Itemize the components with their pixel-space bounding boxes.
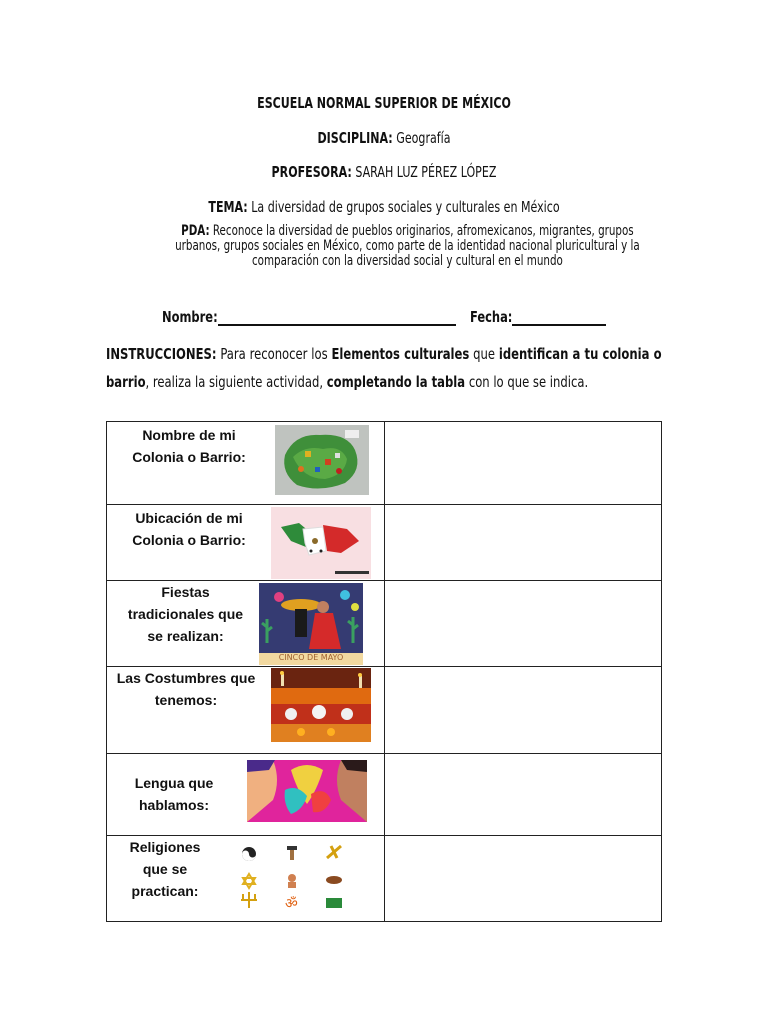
row-label-line: tradicionales que [127,606,244,622]
instructions [106,340,662,396]
tema-value: La diversidad de grupos sociales y culturales en México [251,198,560,216]
row-label-line: Religiones [129,839,201,855]
pda-value: Reconoce la diversidad de pueblos originarios, afromexicanos, migrantes, grupos urbanos, grupos sociales en México, como parte de la identidad nacional pluricultural y la comparación con la diversidad social y cultural en el mundo [175,223,640,269]
activity-table [106,421,662,922]
row-label-line: hablamos: [138,797,209,813]
row-label-line: practican: [131,883,199,899]
disciplina-value: Geografía [396,129,451,147]
row-label-line: Colonia o Barrio: [132,449,246,465]
answer-cell[interactable] [385,667,662,754]
fecha-blank[interactable] [512,324,606,326]
table-row [107,505,662,581]
school-title: ESCUELA NORMAL SUPERIOR DE MÉXICO [257,94,511,112]
table-row [107,836,662,922]
answer-cell[interactable] [385,581,662,667]
pda-paragraph [172,224,644,269]
instructions-bold: completando la tabla [326,373,466,391]
row-label-line: Las Costumbres que [116,670,256,686]
faces-speaking-image [247,760,367,822]
row-label-line: tenemos: [154,692,218,708]
row-label-line: Ubicación de mi [135,510,243,526]
instructions-label: INSTRUCCIONES: [106,345,217,363]
profesora-line [69,163,699,181]
instructions-bold: identifican a tu colonia o barrio [106,345,662,391]
disciplina-line [69,129,699,147]
row-label-cell [107,581,385,667]
pda-label: PDA: [181,223,210,239]
row-label-line: Nombre de mi [142,427,236,443]
row-label-cell [107,667,385,754]
answer-cell[interactable] [385,505,662,581]
instructions-text: que [473,345,496,363]
answer-cell[interactable] [385,836,662,922]
row-label [119,772,229,816]
instructions-text: con lo que se indica. [468,373,589,391]
mexico-flag-map-image [271,507,371,579]
svg-text:ॐ: ॐ [285,896,298,912]
instructions-text: Para reconocer los [220,345,328,363]
row-label-cell [107,422,385,505]
row-label-cell [107,505,385,581]
row-label-line: Lengua que [134,775,214,791]
nombre-blank[interactable] [218,324,456,326]
nombre-label: Nombre: [162,308,218,326]
day-of-dead-altar-image [271,668,371,742]
row-label [111,667,261,711]
row-label-line: que se [142,861,188,877]
instructions-bold: Elementos culturales [331,345,470,363]
row-label-cell [107,754,385,836]
profesora-label: PROFESORA: [271,163,352,181]
row-label [119,507,259,551]
row-label-line: Fiestas [161,584,210,600]
table-row [107,754,662,836]
row-label-line: se realizan: [147,628,224,644]
row-label-cell [107,836,385,922]
religious-symbols-image [231,840,359,918]
answer-cell[interactable] [385,754,662,836]
table-row [107,422,662,505]
table-row [107,581,662,667]
table-row [107,667,662,754]
tema-line [69,198,699,216]
map-illustration-image [275,425,369,495]
row-label [115,836,215,902]
tema-label: TEMA: [208,198,248,216]
profesora-value: SARAH LUZ PÉREZ LÓPEZ [355,163,497,181]
dancers-image [259,583,363,665]
dancers-caption: CINCO DE MAYO [278,653,344,662]
disciplina-label: DISCIPLINA: [317,129,393,147]
answer-cell[interactable] [385,422,662,505]
fecha-label: Fecha: [470,308,513,326]
row-label [113,581,258,647]
row-label [119,424,259,468]
instructions-text: , realiza la siguiente actividad, [145,373,324,391]
row-label-line: Colonia o Barrio: [132,532,246,548]
